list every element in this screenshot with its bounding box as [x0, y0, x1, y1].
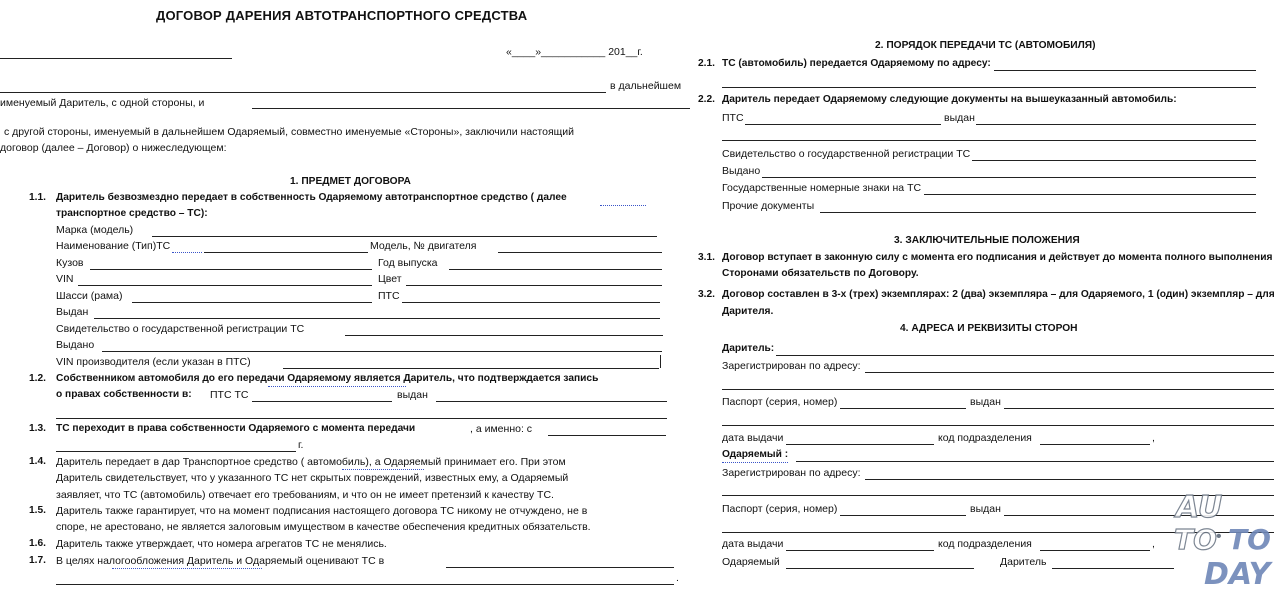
clause-number: 2.2. [698, 94, 715, 105]
field-label-issued-2: Выдано [56, 339, 95, 351]
donor-dept-code-label: код подразделения [938, 432, 1032, 444]
doc-issued-line[interactable] [976, 124, 1256, 125]
recipient-name-line-right[interactable] [796, 461, 1274, 462]
doc-other-line[interactable] [820, 212, 1256, 213]
clause-1-4-line-2: Даритель свидетельствует, что у указанного ТС нет скрытых повреждений, известных ему, а Одаряемый [56, 472, 569, 484]
doc-label-pts: ПТС [722, 112, 744, 124]
donor-address-line[interactable] [865, 372, 1274, 373]
doc-label-plates: Государственные номерные знаки на ТС [722, 182, 922, 194]
recipient-issue-date-line[interactable] [786, 550, 934, 551]
doc-pts-line-2[interactable] [722, 140, 1256, 141]
clause-3-2-line-1: Договор составлен в 3-х (трех) экземплярах: 2 (два) экземпляра – для Одаряемого, 1 (один) экземпляр – для [722, 289, 1275, 300]
clause-1-3-text: ТС переходит в права собственности Одаряемого с момента передачи [56, 423, 416, 434]
watermark-line-2b: TO [1228, 523, 1271, 556]
field-label-body: Кузов [56, 257, 84, 269]
recipient-passport-label: Паспорт (серия, номер) [722, 503, 838, 515]
field-label-year: Год выпуска [378, 257, 438, 269]
name-field-line[interactable] [204, 252, 368, 253]
doc-label-issued-2: Выдано [722, 165, 761, 177]
certificate-field-line[interactable] [345, 335, 663, 336]
donor-issue-date-label: дата выдачи [722, 432, 784, 444]
clause-number: 1.7. [29, 555, 46, 566]
field-label-color: Цвет [378, 273, 402, 285]
watermark-line-3: DAY [1204, 557, 1271, 592]
chassis-field-line[interactable] [132, 302, 372, 303]
field-label-chassis: Шасси (рама) [56, 290, 123, 302]
section-3-title: 3. ЗАКЛЮЧИТЕЛЬНЫЕ ПОЛОЖЕНИЯ [894, 235, 1080, 246]
transfer-address-line-2[interactable] [722, 87, 1256, 88]
recipient-heading: Одаряемый : [722, 449, 789, 460]
body-field-line[interactable] [90, 269, 372, 270]
field-label-pts: ПТС [378, 290, 400, 302]
text-cursor [660, 355, 661, 368]
clause-1-1-line-1: Даритель безвозмездно передает в собственность Одаряемому автотранспортное средство ( далее [56, 192, 567, 203]
clause-2-2-text: Даритель передает Одаряемому следующие документы на вышеуказанный автомобиль: [722, 94, 1177, 105]
clause-number: 1.6. [29, 538, 46, 549]
donor-heading: Даритель: [722, 343, 775, 354]
doc-label-other: Прочие документы [722, 200, 815, 212]
field-label-certificate: Свидетельство о государственной регистрации ТС [56, 323, 305, 335]
recipient-dept-code-line[interactable] [1040, 550, 1150, 551]
field-label-brand: Марка (модель) [56, 224, 134, 236]
donor-name-line[interactable] [776, 355, 1274, 356]
donor-issue-date-line[interactable] [786, 444, 934, 445]
donor-registered-label: Зарегистрирован по адресу: [722, 360, 861, 372]
valuation-line-2[interactable] [56, 584, 674, 585]
spellcheck-underline [342, 469, 424, 470]
signature-donor-label: Даритель [1000, 556, 1047, 568]
field-label-vin-maker: VIN производителя (если указан в ПТС) [56, 356, 251, 368]
signature-recipient-line[interactable] [786, 568, 974, 569]
donor-named-text: именуемый Даритель, с одной стороны, и [0, 97, 205, 109]
engine-field-line[interactable] [498, 252, 662, 253]
donor-passport-label: Паспорт (серия, номер) [722, 396, 838, 408]
clause-number: 1.2. [29, 373, 46, 384]
transfer-address-line[interactable] [994, 70, 1256, 71]
doc-pts-line[interactable] [745, 124, 941, 125]
doc-plates-line[interactable] [924, 194, 1256, 195]
intro-line-2: договор (далее – Договор) о нижеследующем: [0, 142, 227, 154]
signature-recipient-label: Одаряемый [722, 556, 780, 568]
spellcheck-underline [268, 386, 406, 387]
clause-1-2-issued-label: выдан [397, 389, 428, 401]
section-1-title: 1. ПРЕДМЕТ ДОГОВОРА [290, 176, 411, 187]
field-label-issued: Выдан [56, 306, 89, 318]
clause-number: 1.5. [29, 505, 46, 516]
valuation-line[interactable] [446, 567, 674, 568]
clause-1-4-line-1: Даритель передает в дар Транспортное средство ( автомобиль), а Одаряемый принимает его. При этом [56, 456, 566, 468]
recipient-issued-line[interactable] [1004, 515, 1274, 516]
doc-certificate-line[interactable] [972, 160, 1256, 161]
clause-number: 1.1. [29, 192, 46, 203]
spellcheck-underline [112, 568, 262, 569]
recipient-dept-code-label: код подразделения [938, 538, 1032, 550]
clause-3-1-line-2: Сторонами обязательств по Договору. [722, 268, 919, 279]
clause-1-2-pts-label: ПТС ТС [210, 389, 249, 401]
intro-line-1: с другой стороны, именуемый в дальнейшем Одаряемый, совместно именуемые «Стороны», заключили настоящий [4, 126, 575, 138]
place-line[interactable] [0, 58, 232, 59]
clause-number: 1.4. [29, 456, 46, 467]
recipient-name-line[interactable] [252, 108, 690, 109]
donor-issued-label: выдан [970, 396, 1001, 408]
recipient-registered-label: Зарегистрирован по адресу: [722, 467, 861, 479]
year-field-line[interactable] [449, 269, 662, 270]
party-ending-text: в дальнейшем [610, 80, 682, 92]
field-label-engine: Модель, № двигателя [370, 240, 477, 252]
field-label-vin: VIN [56, 273, 74, 285]
clause-1-6-text: Даритель также утверждает, что номера агрегатов ТС не менялись. [56, 538, 387, 550]
clause-2-1-text: ТС (автомобиль) передается Одаряемому по адресу: [722, 58, 991, 69]
section-4-title: 4. АДРЕСА И РЕКВИЗИТЫ СТОРОН [900, 323, 1078, 334]
ownership-extra-line[interactable] [56, 418, 667, 419]
clause-3-2-line-2: Дарителя. [722, 306, 774, 317]
color-field-line[interactable] [406, 285, 662, 286]
transfer-date-line-2[interactable] [56, 451, 296, 452]
recipient-passport-line[interactable] [840, 515, 966, 516]
clause-1-4-line-3: заявляет, что ТС (автомобиль) отвечает его требованиям, и что он не имеет претензий к качеству ТС. [56, 489, 554, 501]
vin-field-line[interactable] [78, 285, 372, 286]
pts-field-line[interactable] [402, 302, 660, 303]
comma: , [1152, 432, 1155, 444]
watermark-dot-icon: • [1216, 528, 1222, 545]
brand-field-line[interactable] [152, 236, 657, 237]
recipient-issue-date-label: дата выдачи [722, 538, 784, 550]
comma: , [1152, 538, 1155, 550]
ownership-pts-line[interactable] [252, 401, 392, 402]
clause-number: 1.3. [29, 423, 46, 434]
clause-number: 3.1. [698, 252, 715, 263]
vin-maker-field-line[interactable] [283, 368, 659, 369]
donor-name-line[interactable] [0, 92, 606, 93]
recipient-issued-label: выдан [970, 503, 1001, 515]
doc-label-certificate: Свидетельство о государственной регистрации ТС [722, 148, 971, 160]
transfer-date-line[interactable] [548, 435, 666, 436]
donor-address-line-2[interactable] [722, 389, 1274, 390]
spellcheck-underline [722, 462, 788, 463]
clause-1-5-line-2: споре, не арестовано, не является залоговым имуществом в качестве обеспечения кредитных обязательств. [56, 521, 591, 533]
clause-number: 2.1. [698, 58, 715, 69]
issued-field-line[interactable] [94, 318, 660, 319]
clause-1-2-line-1: Собственником автомобиля до его передачи Одаряемому является Даритель, что подтверждается запись [56, 373, 599, 384]
clause-1-5-line-1: Даритель также гарантирует, что на момент подписания настоящего договора ТС никому не отчуждено, не в [56, 505, 588, 517]
clause-1-1-line-2: транспортное средство – ТС): [56, 208, 208, 219]
valuation-end-dot: . [676, 572, 679, 584]
donor-dept-code-line[interactable] [1040, 444, 1150, 445]
doc-issued-2-line[interactable] [762, 177, 1256, 178]
recipient-address-line[interactable] [865, 479, 1274, 480]
clause-1-3-date-text: , а именно: с [470, 423, 533, 435]
donor-passport-line[interactable] [840, 408, 966, 409]
issued-2-field-line[interactable] [102, 351, 662, 352]
signature-donor-line[interactable] [1052, 568, 1174, 569]
date-line: «____»___________ 201__г. [506, 46, 643, 58]
donor-issued-line[interactable] [1004, 408, 1274, 409]
spellcheck-underline [172, 252, 202, 253]
doc-label-issued: выдан [944, 112, 975, 124]
document-title: ДОГОВОР ДАРЕНИЯ АВТОТРАНСПОРТНОГО СРЕДСТВА [156, 8, 528, 23]
clause-1-7-text: В целях налогообложения Даритель и Одаряемый оценивают ТС в [56, 555, 385, 567]
donor-issued-line-2[interactable] [722, 425, 1274, 426]
spellcheck-underline [600, 205, 646, 206]
watermark-line-1: AU [1176, 490, 1223, 525]
field-label-name: Наименование (Тип)ТС [56, 240, 171, 252]
clause-number: 3.2. [698, 289, 715, 300]
ownership-issued-line[interactable] [436, 401, 667, 402]
clause-1-2-line-2: о правах собственности в: [56, 389, 192, 400]
section-2-title: 2. ПОРЯДОК ПЕРЕДАЧИ ТС (АВТОМОБИЛЯ) [875, 40, 1096, 51]
clause-1-3-year: г. [298, 439, 304, 451]
watermark-line-2a: TO [1174, 523, 1217, 556]
clause-3-1-line-1: Договор вступает в законную силу с момента его подписания и действует до момента полного выполнения [722, 252, 1273, 263]
